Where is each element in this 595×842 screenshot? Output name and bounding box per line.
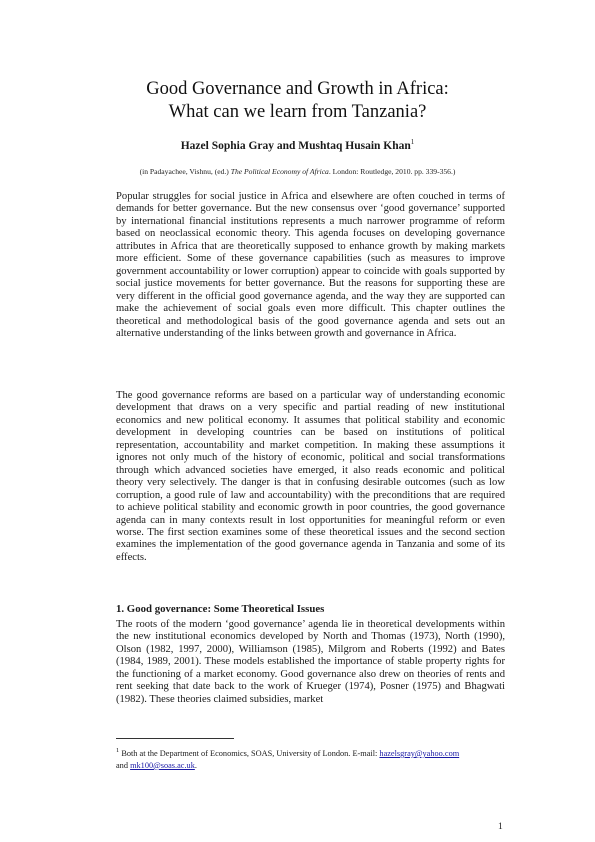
author-line <box>60 138 535 152</box>
body-paragraph-3: The roots of the modern ‘good governance’ agenda lie in theoretical developments within the new institutional economics developed by North and Thomas (1973), North (1990), Olson (1982, 1997, 2000), Williamson (1985), Milgrom and Roberts (1992) and Bates (1984, 1989, 2001). These models established the importance of stable property rights for the functioning of a market economy. Good governance also drew on theories of rents and rent seeking that date back to the work of Krueger (1974), Posner (1975) and Bhagwati (1982). These theories claimed subsidies, market <box>116 619 505 705</box>
source-suffix: . London: Routledge, 2010. pp. 339-356.) <box>328 167 456 176</box>
source-prefix: (in Padayachee, Vishnu, (ed.) <box>139 167 231 176</box>
email-link-gray[interactable]: hazelsgray@yahoo.com <box>379 748 460 758</box>
source-citation <box>60 167 535 176</box>
paper-title <box>60 78 535 124</box>
author-footnote-mark: 1 <box>410 138 415 146</box>
page-number: 1 <box>498 822 503 832</box>
title-line-1: Good Governance and Growth in Africa: <box>146 79 449 99</box>
footnote-and: and <box>116 760 131 770</box>
footnote-text: Both at the Department of Economics, SOAS, University of London. E-mail: <box>119 748 380 758</box>
section-heading: 1. Good governance: Some Theoretical Issues <box>116 603 325 615</box>
footnote <box>116 745 506 772</box>
source-book-title: The Political Economy of Africa <box>230 167 329 176</box>
body-paragraph-2: The good governance reforms are based on a particular way of understanding economic development that draws on a very specific and partial reading of new institutional economics and new political economy. It assumes that political stability and economic development in developing countries can be based on institutions of political representation, accountability and market competition. In making these assumptions it ignores not only much of the history of economic, political and social transformations through which advanced societies have emerged, it also reads economic and political theory very selectively. The danger is that in confusing desirable outcomes (such as low corruption, a good rule of law and accountability) with the preconditions that are required to achieve political stability and economic growth in poor countries, the good governance agenda can in many contexts result in lost opportunities for meaningful reform or even worse. The first section examines some of these theoretical issues and the second section examines the implementation of the good governance agenda in Tanzania and some of its effects. <box>116 390 505 563</box>
footnote-mark: 1 <box>116 747 120 754</box>
abstract-paragraph: Popular struggles for social justice in Africa and elsewhere are often couched in terms of demands for better governance. But the new consensus over ‘good governance’ supported by international financial institutions represents a much narrower programme of reform based on neoclassical economic theory. This agenda focuses on developing governance attributes in Africa that are theoretically supposed to enhance growth by making markets more efficient. Some of these governance capabilities (such as measures to improve government accountability or lower corruption) appear to coincide with goals supported by social justice movements for better governance. But the reasons for supporting these are very different in the official good governance agenda, and the way they are supported can make the achievement of social goals even more difficult. This chapter outlines the theoretical and methodological basis of the good governance agenda and sets out an alternative understanding of the links between growth and governance in Africa. <box>116 191 505 339</box>
title-line-2: What can we learn from Tanzania? <box>168 102 427 122</box>
email-link-khan[interactable]: mk100@soas.ac.uk <box>130 760 195 770</box>
footnote-divider <box>116 738 234 739</box>
footnote-end: . <box>194 760 197 770</box>
author-names: Hazel Sophia Gray and Mushtaq Husain Khan <box>180 139 411 152</box>
